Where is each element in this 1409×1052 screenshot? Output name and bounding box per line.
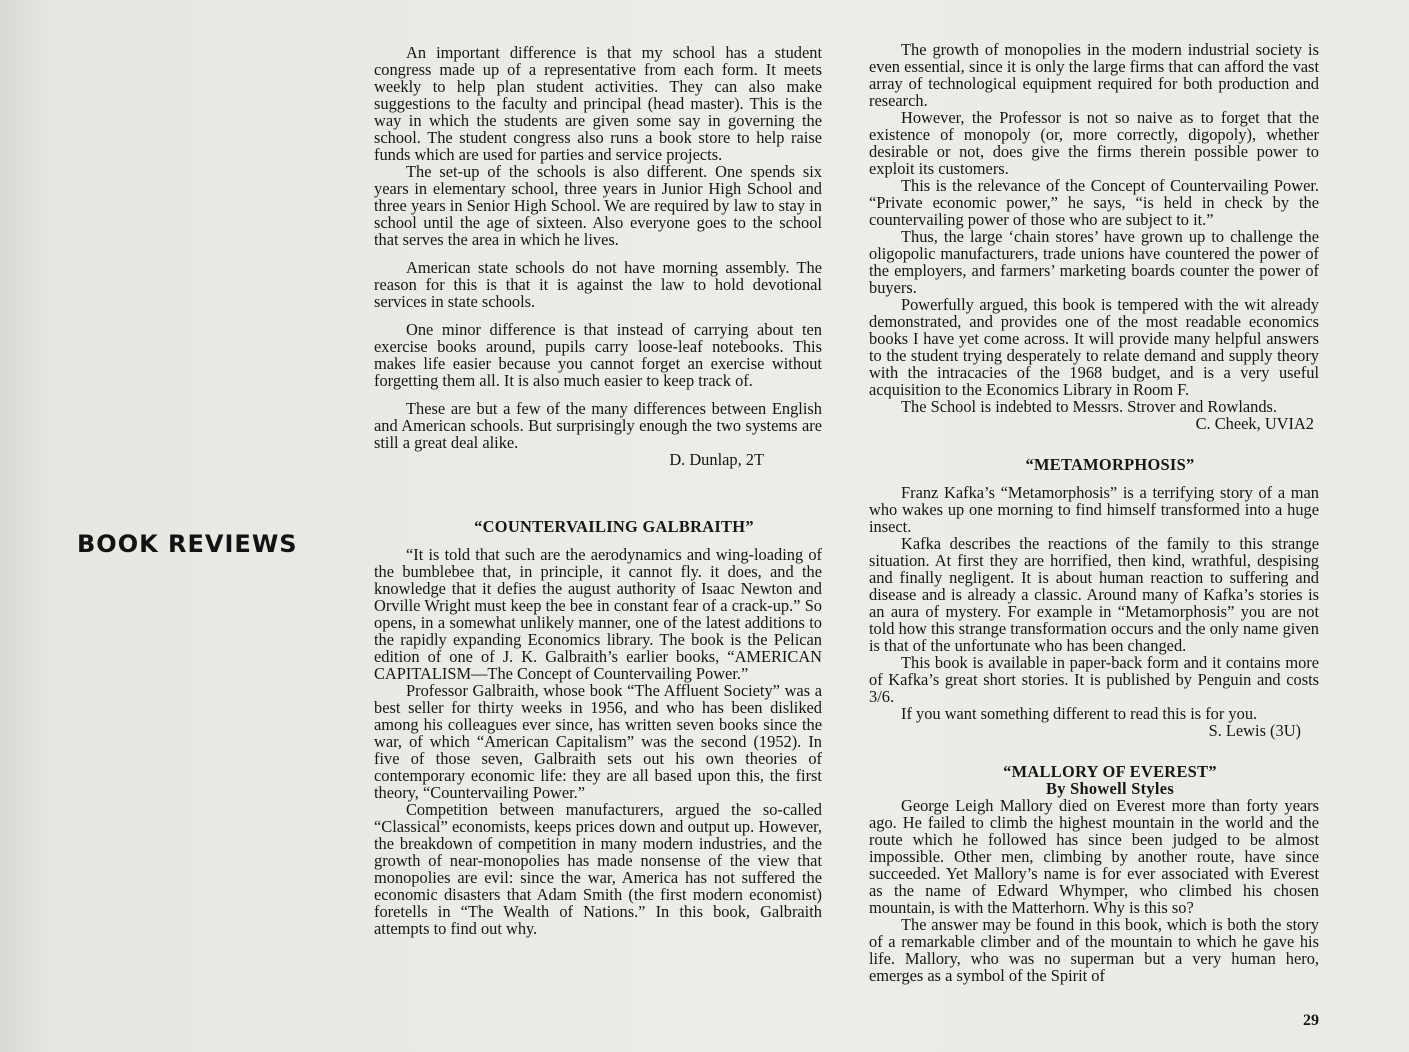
paragraph: The answer may be found in this book, which is both the story of a remarkable climber and of the mountain to which he gave his life. Mallory, who was no superman but a very human hero, emerges as a symbol of the Spirit of [869,915,1319,985]
paragraph: Kafka describes the reactions of the family to this strange situation. At first they are horrified, then kind, wrathful, despising and finally negligent. It is about human reaction to suffering and disease and is already a classic. Around many of Kafka’s stories is an aura of mystery. For example in “Metamorphosis” you are not told how this strange transformation occurs and the only name given is that of the unfortunate who has been changed. [869,534,1319,655]
paragraph: These are but a few of the many differences between English and American schools. But surprisingly enough the two systems are still a great deal alike. [374,399,822,452]
section-heading: BOOK REVIEWS [77,530,298,558]
paragraph: Powerfully argued, this book is tempered with the wit already demonstrated, and provides one of the most readable economics books I have yet come across. It will provide many helpful answers to the student trying desperately to relate demand and supply theory with the intracacies of the 1968 budget, and is a very useful acquisition to the Economics Library in Room F. [869,295,1319,399]
paragraph: If you want something different to read this is for you. [901,704,1258,723]
paragraph: Competition between manufacturers, argued the so-called “Classical” economists, keeps prices down and output up. However, the breakdown of competition in many modern industries, and the growth of near-monopolies has made nonsense of the view that monopolies are evil: since the war, America has not suffered the economic disasters that Adam Smith (the first modern economist) foretells in “The Wealth of Nations.” In this book, Galbraith attempts to find out why. [374,800,822,938]
paragraph: The School is indebted to Messrs. Strover and Rowlands. [901,397,1278,416]
paragraph: American state schools do not have morning assembly. The reason for this is that it is against the law to hold devotional services in state schools. [374,258,822,311]
left-text-column [374,44,822,937]
review-title-galbraith: “COUNTERVAILING GALBRAITH” [474,517,754,536]
right-text-column [869,41,1319,984]
paragraph: The set-up of the schools is also different. One spends six years in elementary school, three years in Junior High School and three years in Senior High School. We are required by law to stay in school until the age of sixteen. Also everyone goes to the school that serves the area in which he lives. [374,162,822,249]
review-title-mallory: “MALLORY OF EVEREST” [1003,762,1217,781]
paragraph: Franz Kafka’s “Metamorphosis” is a terrifying story of a man who wakes up one morning to find himself transformed into a huge insect. [869,483,1319,536]
author-signature: C. Cheek, UVIA2 [1195,414,1314,433]
paragraph: However, the Professor is not so naive as to forget that the existence of monopoly (or, more correctly, digopoly), whether desirable or not, does give the firms therein possible power to exploit its customers. [869,108,1319,178]
paragraph: George Leigh Mallory died on Everest more than forty years ago. He failed to climb the highest mountain in the world and the route which he followed has since been judged to be almost impossible. Other men, climbing by another route, have since succeeded. Yet Mallory’s name is for ever associated with Everest as the name of Edward Whymper, who climbed his chosen mountain, is with the Matterhorn. Why is this so? [869,796,1319,917]
paragraph: “It is told that such are the aerodynamics and wing-loading of the bumblebee that, in principle, it cannot fly. it does, and the knowledge that it defies the august authority of Isaac Newton and Orville Wright must keep the bee in constant fear of a crack-up.” So opens, in a somewhat unlikely manner, one of the latest additions to the rapidly expanding Economics library. The book is the Pelican edition of one of J. K. Galbraith’s earlier books, “AMERICAN CAPITALISM—The Concept of Countervailing Power.” [374,545,822,683]
paragraph: The growth of monopolies in the modern industrial society is even essential, since it is only the large firms that can afford the vast array of technological equipment required for both production and research. [869,40,1319,110]
paragraph: An important difference is that my school has a student congress made up of a representative from each form. It meets weekly to help plan student activities. They can also make suggestions to the faculty and principal (head master). This is the way in which the students are given some say in governing the school. The student congress also runs a book store to help raise funds which are used for parties and service projects. [374,43,822,164]
author-signature: S. Lewis (3U) [1208,721,1301,740]
paragraph: Professor Galbraith, whose book “The Affluent Society” was a best seller for thirty weeks in 1956, and who has been disliked among his colleagues ever since, has written seven books since the war, of which “American Capitalism” was the second (1952). In five of those seven, Galbraith sets out his own theories of contemporary economic life: they are all based upon this, the first theory, “Countervailing Power.” [374,681,822,802]
review-title-metamorphosis: “METAMORPHOSIS” [1025,455,1195,474]
page-number: 29 [1303,1012,1319,1029]
paragraph: Thus, the large ‘chain stores’ have grown up to challenge the oligopolic manufacturers, trade unions have countered the power of the employers, and farmers’ marketing boards counter the power of buyers. [869,227,1319,297]
author-signature: D. Dunlap, 2T [669,450,764,469]
paragraph: This book is available in paper-back form and it contains more of Kafka’s great short stories. It is published by Penguin and costs 3/6. [869,653,1319,706]
paragraph: One minor difference is that instead of carrying about ten exercise books around, pupils carry loose-leaf notebooks. This makes life easier because you cannot forget an exercise without forgetting them all. It is also much easier to keep track of. [374,320,822,390]
review-byline: By Showell Styles [1045,779,1175,798]
paragraph: This is the relevance of the Concept of Countervailing Power. “Private economic power,” he says, “is held in check by the countervailing power of those who are subject to it.” [869,176,1319,229]
